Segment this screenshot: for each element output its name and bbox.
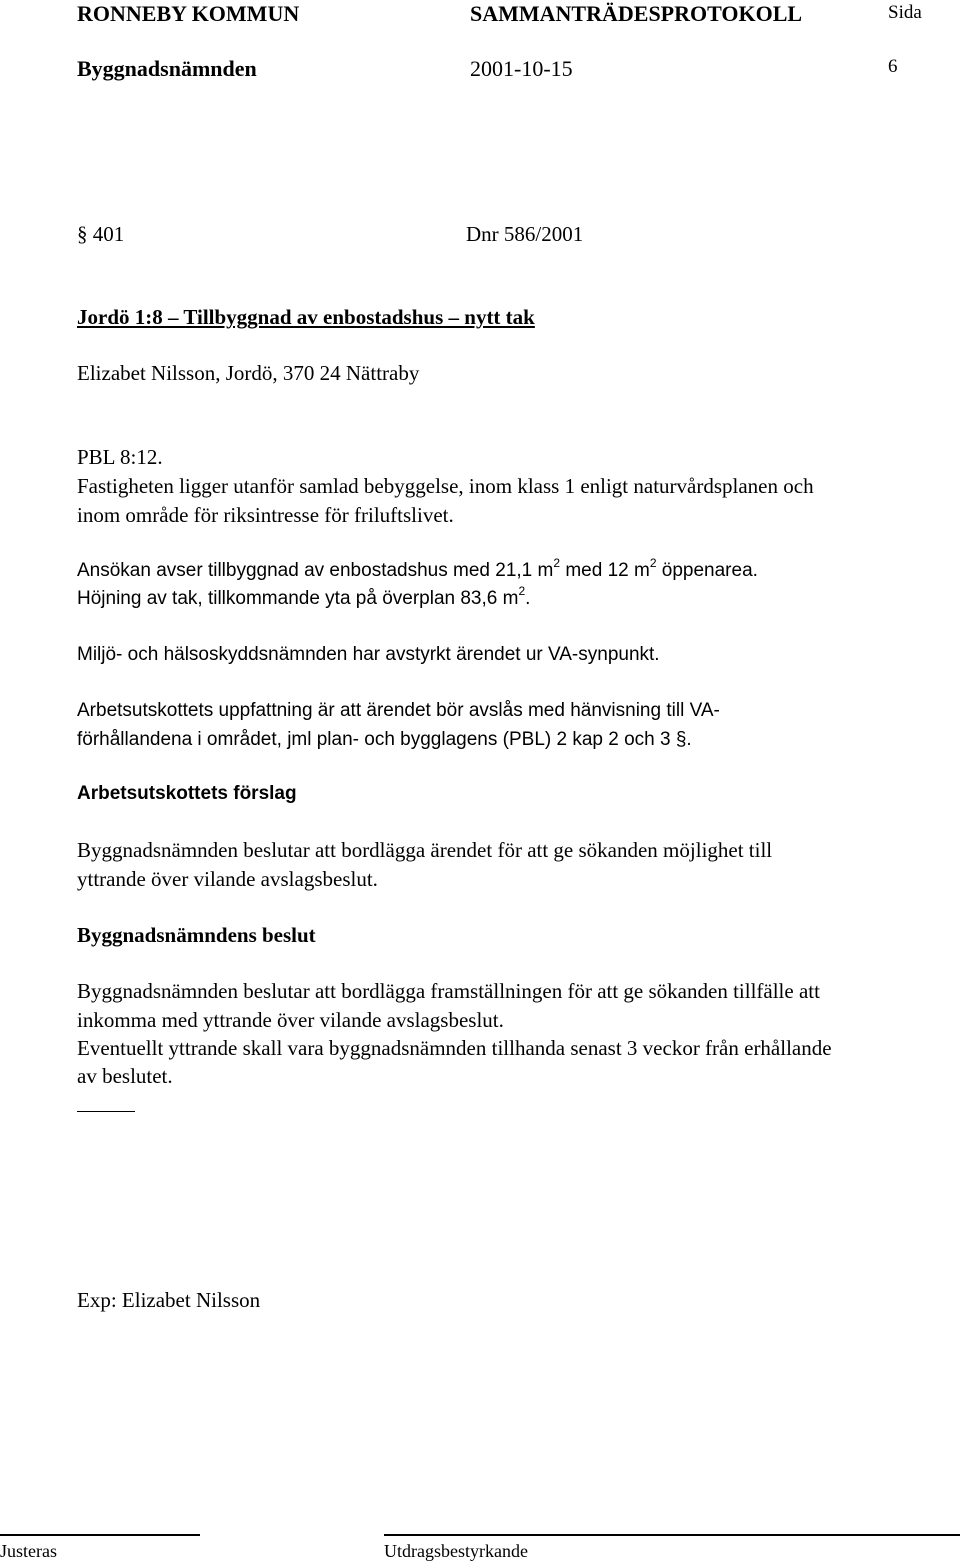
protocol-title: SAMMANTRÄDESPROTOKOLL bbox=[470, 1, 803, 26]
ansokan-sup-1: 2 bbox=[553, 556, 561, 570]
arbetsutskott-line-2: förhållandena i området, jml plan- och bygglagens (PBL) 2 kap 2 och 3 §. bbox=[77, 729, 692, 750]
miljo-statement: Miljö- och hälsoskyddsnämnden har avstyrkt ärendet ur VA-synpunkt. bbox=[77, 644, 660, 665]
committee-name: Byggnadsnämnden bbox=[77, 56, 257, 81]
ansokan-sup-2: 2 bbox=[649, 556, 657, 570]
beslut-heading: Byggnadsnämndens beslut bbox=[77, 923, 316, 947]
fastighet-line-2: inom område för riksintresse för friluftslivet. bbox=[77, 503, 454, 527]
separator-short-rule bbox=[77, 1111, 135, 1112]
ansokan-text-a: Ansökan avser tillbyggnad av enbostadshus med 21,1 m bbox=[77, 560, 554, 581]
applicant: Elizabet Nilsson, Jordö, 370 24 Nättraby bbox=[77, 361, 420, 385]
footer-rule-right bbox=[384, 1534, 960, 1536]
footer-rule-left bbox=[0, 1534, 200, 1536]
arbetsutskott-line-1: Arbetsutskottets uppfattning är att ärendet bör avslås med hänvisning till VA- bbox=[77, 700, 720, 721]
case-title: Jordö 1:8 – Tillbyggnad av enbostadshus – nytt tak bbox=[77, 305, 535, 329]
section-number: 401 bbox=[92, 222, 125, 246]
dnr-number: Dnr 586/2001 bbox=[466, 222, 584, 246]
hojning-text-a: Höjning av tak, tillkommande yta på överplan 83,6 m bbox=[77, 588, 519, 609]
beslut-line-1: Byggnadsnämnden beslutar att bordlägga framställningen för att ge sökanden tillfälle att bbox=[77, 979, 820, 1003]
hojning-line bbox=[77, 584, 531, 610]
forslag-line-1: Byggnadsnämnden beslutar att bordlägga ärendet för att ge sökanden möjlighet till bbox=[77, 838, 773, 862]
expedition-line: Exp: Elizabet Nilsson bbox=[77, 1288, 261, 1312]
section-symbol: § bbox=[77, 222, 88, 246]
page-number: 6 bbox=[888, 56, 898, 77]
fastighet-line-1: Fastigheten ligger utanför samlad bebyggelse, inom klass 1 enligt naturvårdsplanen och bbox=[77, 474, 814, 498]
forslag-heading: Arbetsutskottets förslag bbox=[77, 783, 297, 804]
ansokan-line bbox=[77, 556, 758, 582]
beslut-line-4: av beslutet. bbox=[77, 1064, 173, 1088]
ansokan-text-b: med 12 m bbox=[560, 560, 650, 581]
hojning-sup: 2 bbox=[518, 584, 526, 598]
pbl-reference: PBL 8:12. bbox=[77, 445, 163, 469]
footer-utdragsbestyrkande: Utdragsbestyrkande bbox=[384, 1541, 528, 1561]
beslut-line-3: Eventuellt yttrande skall vara byggnadsnämnden tillhanda senast 3 veckor från erhållande bbox=[77, 1036, 832, 1060]
hojning-text-b: . bbox=[525, 588, 531, 609]
meeting-date: 2001-10-15 bbox=[470, 56, 573, 81]
beslut-line-2: inkomma med yttrande över vilande avslagsbeslut. bbox=[77, 1008, 504, 1032]
section-paragraph bbox=[77, 222, 124, 247]
footer-justeras: Justeras bbox=[0, 1541, 57, 1561]
forslag-line-2: yttrande över vilande avslagsbeslut. bbox=[77, 867, 378, 891]
page-label: Sida bbox=[888, 2, 922, 23]
ansokan-text-c: öppenarea. bbox=[656, 560, 758, 581]
municipality-name: RONNEBY KOMMUN bbox=[77, 1, 300, 26]
